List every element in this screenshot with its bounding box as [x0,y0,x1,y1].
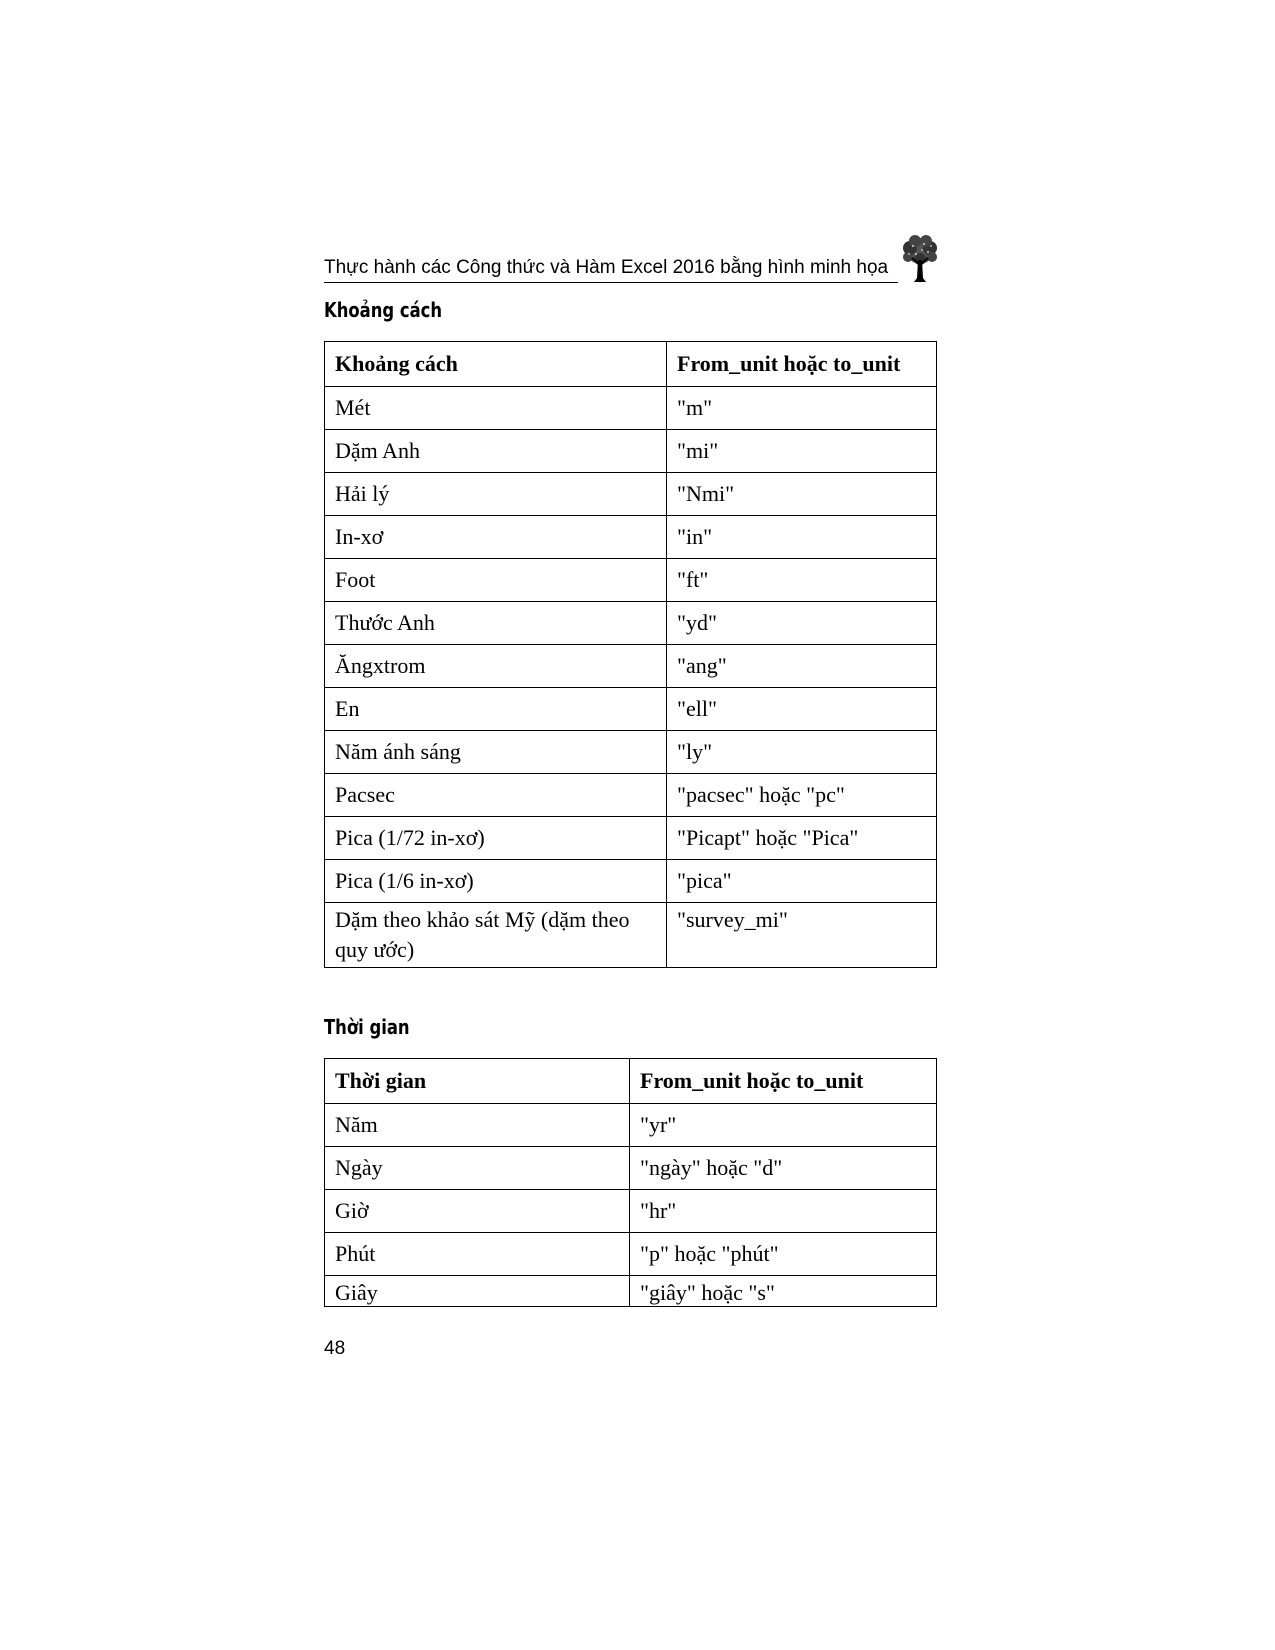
table-cell: "ang" [667,645,937,688]
table-cell: "in" [667,516,937,559]
table-header-row [325,1059,937,1104]
table-row [325,688,937,731]
table-cell: "mi" [667,430,937,473]
table-cell: "ngày" hoặc "d" [630,1147,937,1190]
table-cell: Ăngxtrom [325,645,667,688]
table-cell: "yd" [667,602,937,645]
column-header: From_unit hoặc to_unit [667,342,937,387]
table-cell: Pica (1/72 in-xơ) [325,817,667,860]
section-title-distance: Khoảng cách [324,298,443,322]
table-cell: Năm [325,1104,630,1147]
table-cell: "Nmi" [667,473,937,516]
table-row [325,430,937,473]
page-number: 48 [324,1338,346,1359]
table-header-row [325,342,937,387]
table-row [325,645,937,688]
table-cell: Giây [325,1276,630,1307]
table-row [325,903,937,968]
table-row [325,1276,937,1307]
table-cell: "Picapt" hoặc "Pica" [667,817,937,860]
table-cell: Thước Anh [325,602,667,645]
table-cell: Dặm theo khảo sát Mỹ (dặm theo quy ước) [325,903,667,968]
table-row [325,1147,937,1190]
table-cell: "p" hoặc "phút" [630,1233,937,1276]
table-cell: Phút [325,1233,630,1276]
table-cell: "giây" hoặc "s" [630,1276,937,1307]
table-cell: "ly" [667,731,937,774]
table-row [325,602,937,645]
table-cell: In-xơ [325,516,667,559]
table-row [325,559,937,602]
column-header: Thời gian [325,1059,630,1104]
table-row [325,1104,937,1147]
table-cell: Pacsec [325,774,667,817]
table-row [325,1190,937,1233]
table-row [325,473,937,516]
table-cell: "yr" [630,1104,937,1147]
table-cell: "hr" [630,1190,937,1233]
table-row [325,731,937,774]
table-row [325,817,937,860]
table-cell: Mét [325,387,667,430]
column-header: From_unit hoặc to_unit [630,1059,937,1104]
table-cell: Giờ [325,1190,630,1233]
table-cell: Foot [325,559,667,602]
table-row [325,387,937,430]
table-cell: "survey_mi" [667,903,937,968]
column-header: Khoảng cách [325,342,667,387]
table-cell: "ft" [667,559,937,602]
section-title-time: Thời gian [324,1015,410,1039]
tree-icon [898,234,942,286]
table-cell: "ell" [667,688,937,731]
running-header [324,250,898,283]
table-cell: En [325,688,667,731]
table-cell: Ngày [325,1147,630,1190]
table-row [325,860,937,903]
table-row [325,774,937,817]
table-cell: Hải lý [325,473,667,516]
table-cell: Năm ánh sáng [325,731,667,774]
table-cell: "pica" [667,860,937,903]
distance-units-table [324,341,937,968]
table-cell: Pica (1/6 in-xơ) [325,860,667,903]
table-cell: "m" [667,387,937,430]
running-header-title: Thực hành các Công thức và Hàm Excel 2016 bằng hình minh họa [324,257,889,278]
table-row [325,516,937,559]
time-units-table [324,1058,937,1307]
table-cell: "pacsec" hoặc "pc" [667,774,937,817]
table-cell: Dặm Anh [325,430,667,473]
table-row [325,1233,937,1276]
